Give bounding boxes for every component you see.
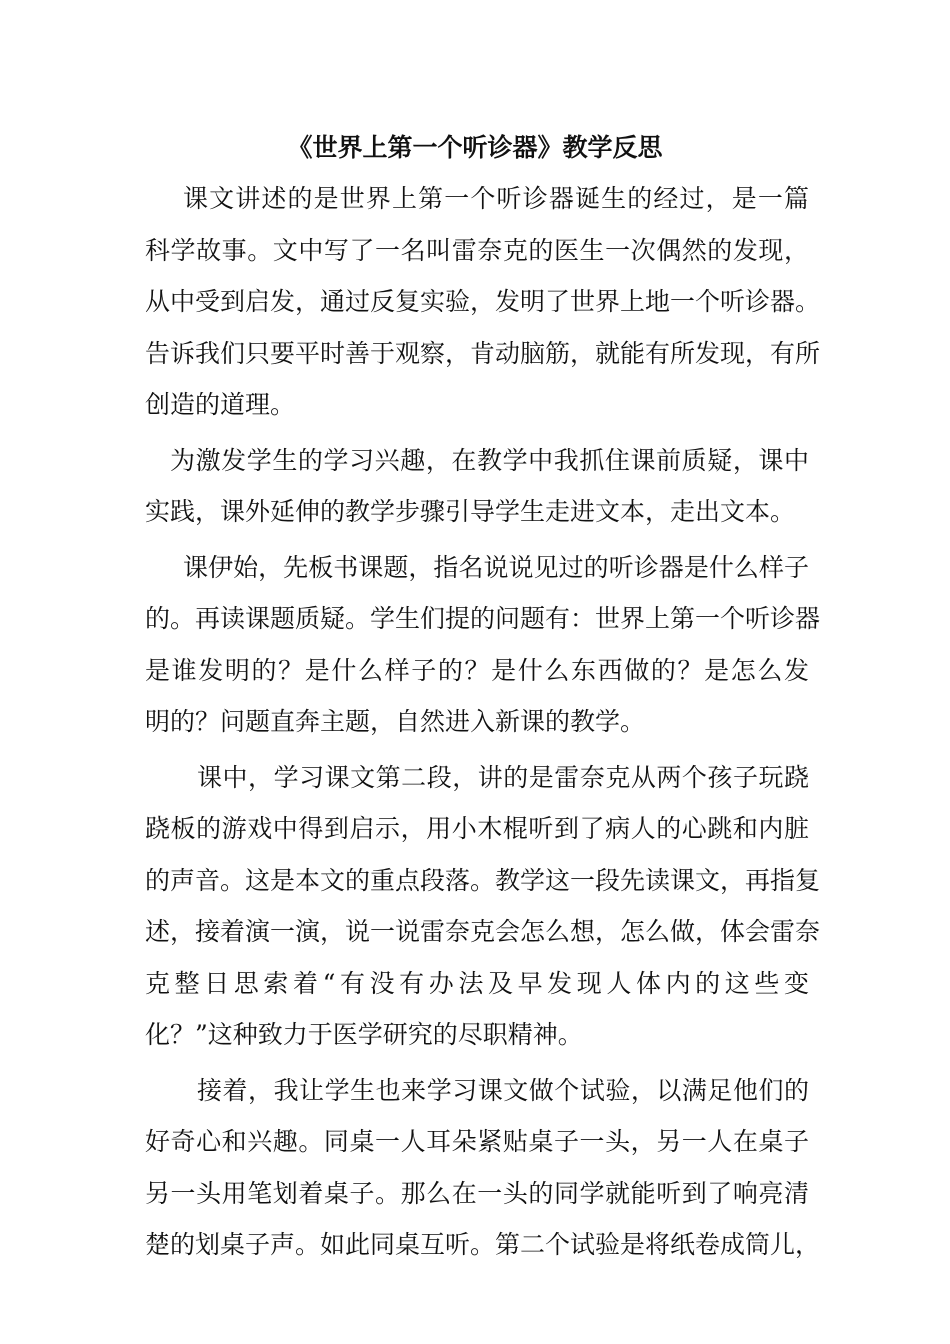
paragraph-line: 告诉我们只要平时善于观察，肯动脑筋，就能有所发现，有所 bbox=[145, 338, 821, 368]
paragraph-line: 述，接着演一演，说一说雷奈克会怎么想，怎么做，体会雷奈 bbox=[145, 917, 821, 946]
paragraph-line: 的。再读课题质疑。学生们提的问题有：世界上第一个听诊器 bbox=[145, 604, 821, 633]
paragraph-line: 楚的划桌子声。如此同桌互听。第二个试验是将纸卷成筒儿， bbox=[145, 1230, 821, 1259]
paragraph bbox=[145, 1065, 821, 1271]
paragraph bbox=[145, 752, 821, 1061]
paragraph-line: 的声音。这是本文的重点段落。教学这一段先读课文，再指复 bbox=[145, 865, 821, 895]
paragraph bbox=[145, 435, 809, 538]
paragraph-line: 化？”这种致力于医学研究的尽职精神。 bbox=[145, 1020, 583, 1049]
paragraph bbox=[145, 173, 821, 431]
paragraph-line: 克整日思索着“有没有办法及早发现人体内的这些变 bbox=[145, 968, 809, 998]
paragraph-line: 为激发学生的学习兴趣，在教学中我抓住课前质疑，课中 bbox=[170, 445, 809, 475]
paragraph-line: 明的？问题直奔主题，自然进入新课的教学。 bbox=[145, 707, 646, 736]
paragraph-line: 另一头用笔划着桌子。那么在一头的同学就能听到了响亮清 bbox=[145, 1178, 809, 1208]
paragraph-line: 创造的道理。 bbox=[145, 390, 296, 419]
paragraph-line: 从中受到启发，通过反复实验，发明了世界上地一个听诊器。 bbox=[145, 287, 821, 316]
paragraph-line: 好奇心和兴趣。同桌一人耳朵紧贴桌子一头，另一人在桌子 bbox=[145, 1127, 809, 1156]
paragraph bbox=[145, 542, 821, 748]
paragraph-line: 课文讲述的是世界上第一个听诊器诞生的经过，是一篇 bbox=[183, 184, 809, 213]
paragraph-line: 接着，我让学生也来学习课文做个试验，以满足他们的 bbox=[197, 1075, 809, 1105]
paragraph-line: 是谁发明的？是什么样子的？是什么东西做的？是怎么发 bbox=[145, 655, 809, 685]
paragraph-line: 课伊始，先板书课题，指名说说见过的听诊器是什么样子 bbox=[183, 552, 809, 582]
document-title: 《世界上第一个听诊器》教学反思 bbox=[287, 133, 663, 162]
paragraph-line: 跷板的游戏中得到启示，用小木棍听到了病人的心跳和内脏 bbox=[145, 814, 809, 843]
document-body bbox=[145, 173, 821, 1271]
paragraph-line: 课中，学习课文第二段，讲的是雷奈克从两个孩子玩跷 bbox=[197, 762, 809, 792]
paragraph-line: 实践，课外延伸的教学步骤引导学生走进文本，走出文本。 bbox=[145, 497, 796, 526]
paragraph-line: 科学故事。文中写了一名叫雷奈克的医生一次偶然的发现， bbox=[145, 235, 809, 265]
